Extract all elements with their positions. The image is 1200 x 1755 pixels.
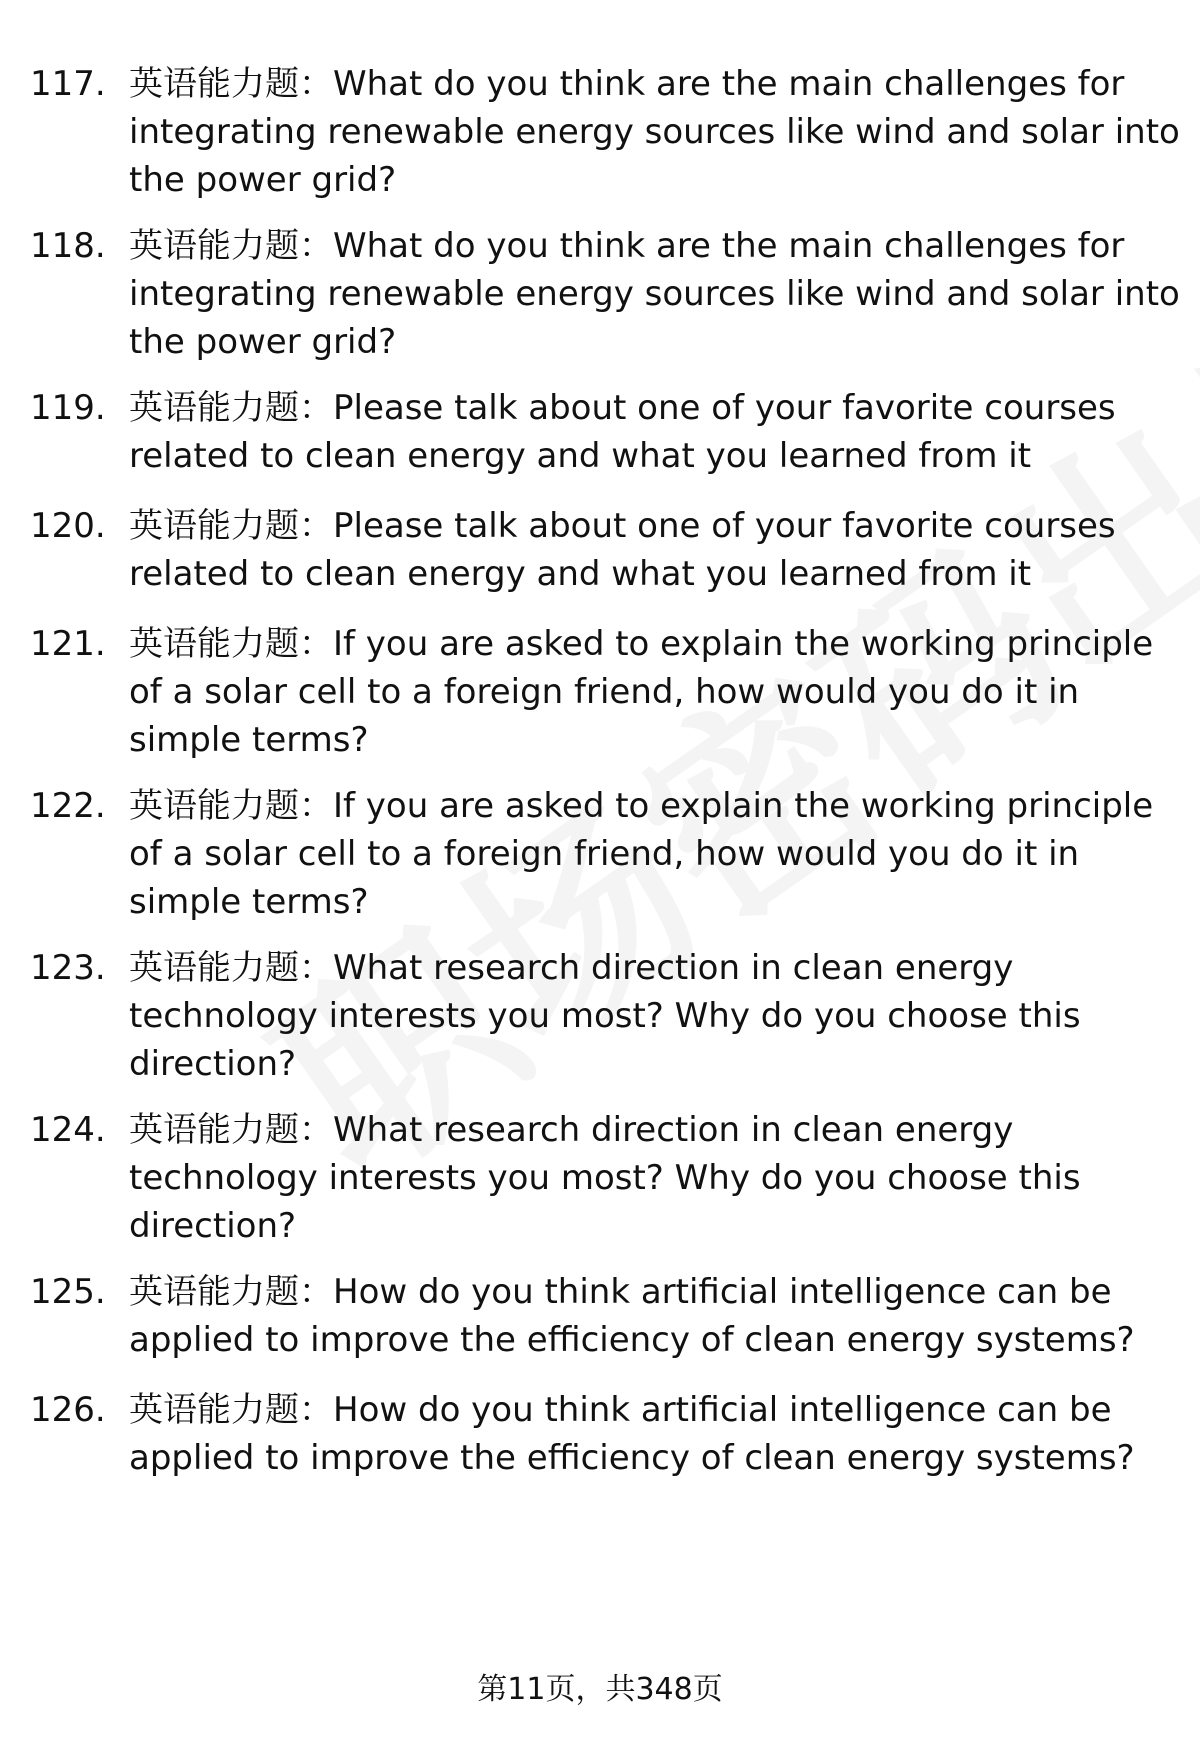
question-body (129, 60, 1180, 204)
question-text: What do you think are the main challenges for integrating renewable energy sources like wind and solar into the power grid? (129, 64, 1180, 200)
question-text: What research direction in clean energy technology interests you most? Why do you choose this direction? (129, 1110, 1081, 1246)
question-text: If you are asked to explain the working principle of a solar cell to a foreign friend, how would you do it in simple terms? (129, 624, 1154, 760)
question-body (129, 1268, 1180, 1364)
question-prefix: 英语能力题： (129, 388, 333, 428)
question-text: Please talk about one of your favorite courses related to clean energy and what you learned from it (129, 506, 1116, 594)
page-footer: 第11页，共348页 (477, 1672, 723, 1707)
question-body (129, 944, 1180, 1088)
question-prefix: 英语能力题： (129, 1110, 333, 1150)
question-prefix: 英语能力题： (129, 506, 333, 546)
question-number: 125. (30, 1272, 106, 1312)
question-body (129, 782, 1180, 926)
question-body (129, 1386, 1180, 1482)
question-body (129, 222, 1180, 366)
question-prefix: 英语能力题： (129, 1272, 333, 1312)
question-prefix: 英语能力题： (129, 786, 333, 826)
question-prefix: 英语能力题： (129, 64, 333, 104)
question-text: How do you think artificial intelligence can be applied to improve the efficiency of clean energy systems? (129, 1390, 1135, 1478)
question-number: 123. (30, 948, 106, 988)
question-number: 121. (30, 624, 106, 664)
question-text: What do you think are the main challenges for integrating renewable energy sources like wind and solar into the power grid? (129, 226, 1180, 362)
question-prefix: 英语能力题： (129, 226, 333, 266)
question-text: How do you think artificial intelligence can be applied to improve the efficiency of clean energy systems? (129, 1272, 1135, 1360)
question-prefix: 英语能力题： (129, 1390, 333, 1430)
question-text: If you are asked to explain the working principle of a solar cell to a foreign friend, how would you do it in simple terms? (129, 786, 1154, 922)
question-number: 118. (30, 226, 106, 266)
question-prefix: 英语能力题： (129, 624, 333, 664)
question-number: 120. (30, 506, 106, 546)
question-body (129, 1106, 1180, 1250)
question-number: 117. (30, 64, 106, 104)
question-prefix: 英语能力题： (129, 948, 333, 988)
question-body (129, 502, 1180, 598)
question-text: What research direction in clean energy technology interests you most? Why do you choose this direction? (129, 948, 1081, 1084)
question-body (129, 384, 1180, 480)
question-number: 124. (30, 1110, 106, 1150)
question-number: 119. (30, 388, 106, 428)
question-text: Please talk about one of your favorite courses related to clean energy and what you learned from it (129, 388, 1116, 476)
question-number: 122. (30, 786, 106, 826)
question-body (129, 620, 1180, 764)
question-number: 126. (30, 1390, 106, 1430)
